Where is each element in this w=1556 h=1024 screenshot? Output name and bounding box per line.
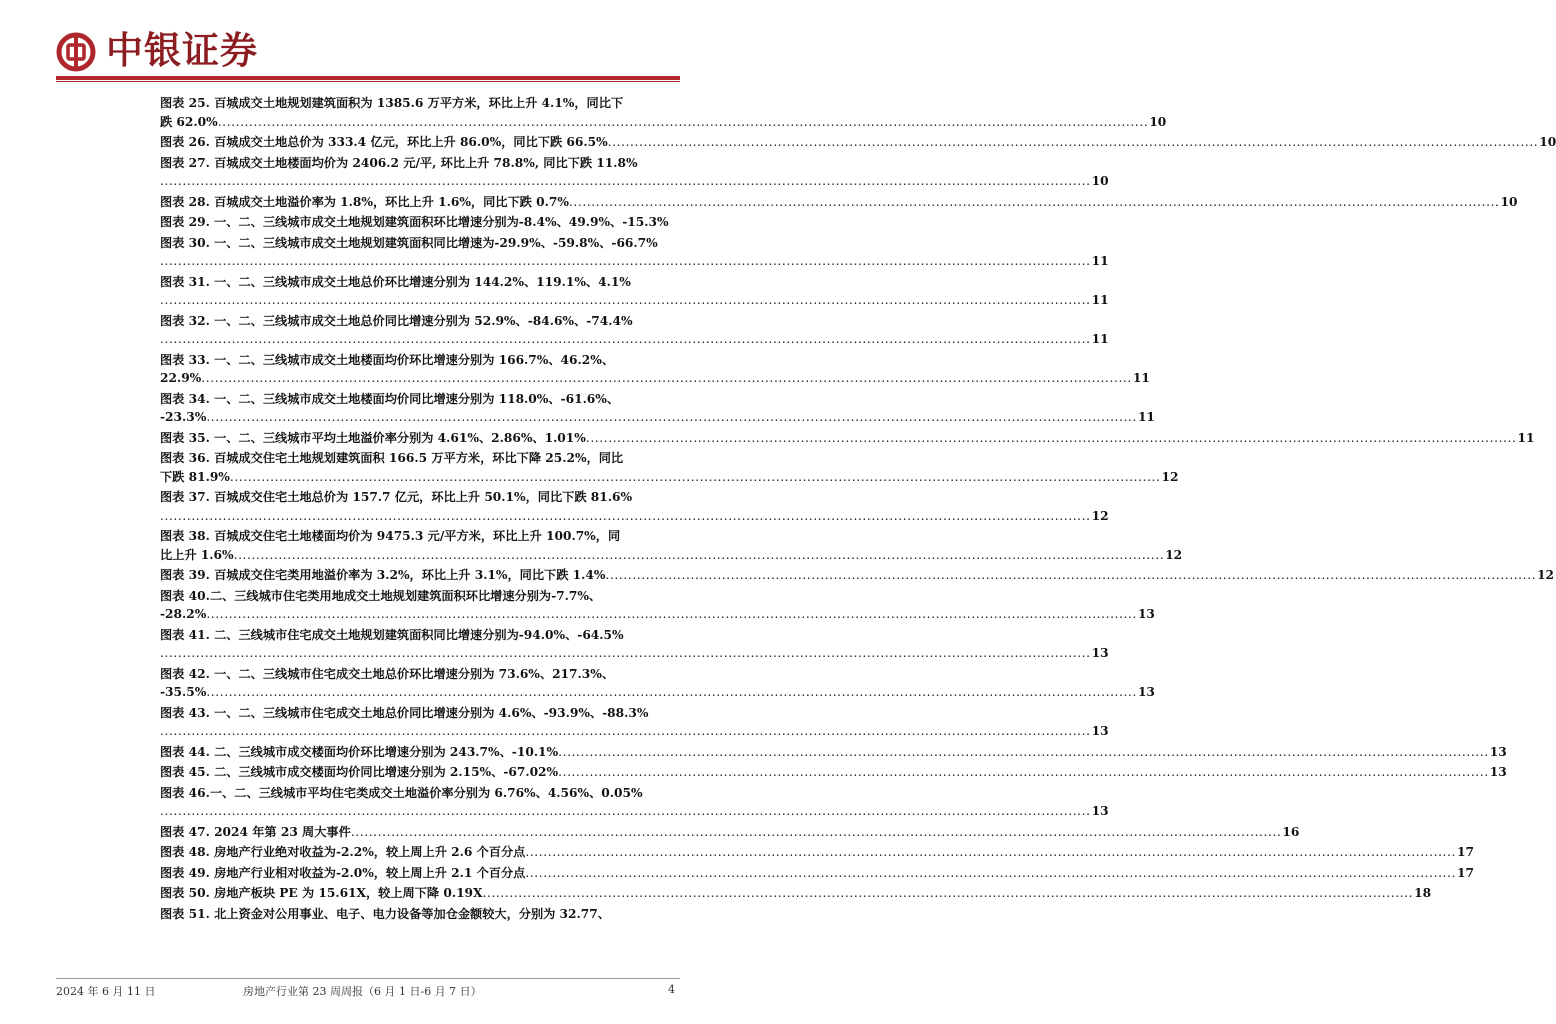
toc-entry-text: 图表 51. 北上资金对公用事业、电子、电力设备等加仓金额较大，分别为 32.77、 — [160, 906, 610, 921]
toc-entry[interactable] — [160, 823, 1300, 842]
toc-leader-dots: ................................................................................................................................................................................................................ — [525, 845, 1456, 859]
toc-entry-text: 图表 43. 一、二、三线城市住宅成交土地总价同比增速分别为 4.6%、-93.9%、-88.3% — [160, 705, 649, 720]
toc-entry-text: 图表 50. 房地产板块 PE 为 15.61X，较上周下降 0.19X — [160, 886, 483, 900]
toc-leader-dots: ................................................................................................................................................................................................................ — [206, 410, 1137, 424]
toc-page-number: 13 — [1489, 765, 1507, 779]
toc-entry[interactable] — [160, 864, 1474, 883]
toc-entry-text: 图表 44. 二、三线城市成交楼面均价环比增速分别为 243.7%、-10.1% — [160, 744, 559, 759]
toc-page-number: 11 — [1091, 254, 1109, 268]
toc-entry-text: 图表 46.一、二、三线城市平均住宅类成交土地溢价率分别为 6.76%、4.56%、0.05% — [160, 785, 643, 800]
toc-entry-text: 图表 27. 百城成交土地楼面均价为 2406.2 元/平, 环比上升 78.8%, 同比下跌 11.8% — [160, 155, 638, 170]
toc-entry-text: 图表 26. 百城成交土地总价为 333.4 亿元，环比上升 86.0%，同比下跌 66.5% — [160, 135, 608, 149]
toc-entry[interactable] — [160, 704, 1109, 741]
toc-entry[interactable] — [160, 213, 680, 232]
toc-entry[interactable] — [160, 94, 1167, 131]
toc-entry[interactable] — [160, 527, 1183, 564]
toc-entry-text: 跌 62.0% — [160, 114, 218, 129]
toc-entry[interactable] — [160, 884, 1432, 903]
toc-leader-dots: ................................................................................................................................................................................................................ — [607, 135, 1539, 149]
brand-name: 中银证券 — [106, 29, 258, 72]
toc-entry[interactable] — [160, 665, 1155, 702]
toc-leader-dots: ................................................................................................................................................................................................................ — [160, 724, 1091, 738]
toc-entry-text: 图表 32. 一、二、三线城市成交土地总价同比增速分别为 52.9%、-84.6%、-74.4% — [160, 313, 633, 328]
toc-leader-dots: ................................................................................................................................................................................................................ — [217, 114, 1149, 129]
toc-entry-text: 图表 35. 一、二、三线城市平均土地溢价率分别为 4.61%、2.86%、1.01% — [160, 430, 586, 445]
toc-page-number: 16 — [1282, 824, 1300, 839]
toc-leader-dots: ................................................................................................................................................................................................................ — [558, 765, 1489, 779]
toc-entry[interactable] — [160, 133, 1556, 152]
toc-page-number: 18 — [1414, 886, 1432, 900]
toc-leader-dots: ................................................................................................................................................................................................................ — [206, 685, 1137, 699]
toc-leader-dots: ................................................................................................................................................................................................................ — [160, 254, 1091, 268]
toc-page-number: 10 — [1149, 114, 1167, 129]
toc-page-number: 13 — [1489, 744, 1507, 759]
toc-entry-text: -28.2% — [160, 607, 207, 621]
toc-entry[interactable] — [160, 566, 1555, 585]
toc-leader-dots: ................................................................................................................................................................................................................ — [206, 607, 1137, 621]
toc-page-number: 11 — [1091, 332, 1109, 346]
toc-page-number: 13 — [1137, 607, 1155, 621]
toc-page-number: 11 — [1091, 293, 1109, 307]
toc-entry[interactable] — [160, 429, 1535, 448]
toc-page-number: 11 — [1517, 430, 1535, 445]
toc-entry[interactable] — [160, 587, 1155, 624]
toc-entry[interactable] — [160, 449, 1179, 486]
toc-entry-text: 图表 47. 2024 年第 23 周大事件 — [160, 824, 351, 839]
toc-page-number: 11 — [1137, 410, 1155, 424]
toc-leader-dots: ................................................................................................................................................................................................................ — [229, 469, 1161, 484]
toc-entry-text: 图表 31. 一、二、三线城市成交土地总价环比增速分别为 144.2%、119.1%、4.1% — [160, 274, 631, 289]
toc-leader-dots: ................................................................................................................................................................................................................ — [350, 824, 1282, 839]
toc-entry-text: 图表 37. 百城成交住宅土地总价为 157.7 亿元，环比上升 50.1%，同比下跌 81.6% — [160, 490, 633, 504]
toc-entry[interactable] — [160, 154, 1109, 191]
toc-leader-dots: ................................................................................................................................................................................................................ — [160, 293, 1091, 307]
toc-page-number: 17 — [1456, 845, 1474, 859]
toc-leader-dots: ................................................................................................................................................................................................................ — [482, 886, 1414, 900]
toc-page-number: 11 — [1132, 371, 1150, 385]
toc-entry[interactable] — [160, 784, 1109, 821]
toc-leader-dots: ................................................................................................................................................................................................................ — [160, 332, 1091, 346]
footer-divider — [56, 978, 680, 979]
toc-entry[interactable] — [160, 763, 1507, 782]
toc-entry[interactable] — [160, 312, 1109, 349]
toc-entry[interactable] — [160, 273, 1109, 310]
toc-leader-dots: ................................................................................................................................................................................................................ — [525, 865, 1456, 880]
figure-list — [160, 94, 1556, 925]
toc-entry-text: 图表 29. 一、二、三线城市成交土地规划建筑面积环比增速分别为-8.4%、49.9%、-15.3% — [160, 215, 669, 229]
toc-entry-text: 22.9% — [160, 371, 202, 385]
toc-entry[interactable] — [160, 351, 1150, 388]
toc-entry-text: 图表 34. 一、二、三线城市成交土地楼面均价同比增速分别为 118.0%、-61.6%、 — [160, 391, 620, 406]
toc-entry[interactable] — [160, 234, 1109, 271]
toc-entry-text: 比上升 1.6% — [160, 547, 234, 562]
header-divider-thin — [56, 81, 680, 82]
toc-page-number: 10 — [1091, 174, 1109, 188]
toc-entry[interactable] — [160, 843, 1474, 862]
toc-entry[interactable] — [160, 390, 1155, 427]
footer-date: 2024 年 6 月 11 日 — [56, 985, 156, 998]
bank-of-china-logo-icon — [56, 32, 96, 72]
toc-page-number: 12 — [1165, 547, 1183, 562]
toc-page-number: 13 — [1091, 646, 1109, 660]
footer-page-number: 4 — [668, 983, 675, 996]
toc-entry-text: 图表 42. 一、二、三线城市住宅成交土地总价环比增速分别为 73.6%、217.3%、 — [160, 666, 615, 681]
toc-leader-dots: ................................................................................................................................................................................................................ — [233, 547, 1165, 562]
toc-entry-text: 下跌 81.9% — [160, 469, 230, 484]
toc-leader-dots: ................................................................................................................................................................................................................ — [160, 804, 1091, 818]
toc-page-number: 13 — [1091, 804, 1109, 818]
toc-entry-text: 图表 33. 一、二、三线城市成交土地楼面均价环比增速分别为 166.7%、46.2%、 — [160, 352, 615, 367]
toc-leader-dots: ................................................................................................................................................................................................................ — [160, 508, 1091, 523]
toc-leader-dots: ................................................................................................................................................................................................................ — [605, 568, 1537, 582]
toc-leader-dots: ................................................................................................................................................................................................................ — [558, 744, 1489, 759]
toc-entry-text: 图表 40.二、三线城市住宅类用地成交土地规划建筑面积环比增速分别为-7.7%、 — [160, 588, 602, 603]
page-header — [0, 0, 724, 84]
toc-entry-text: 图表 41. 二、三线城市住宅成交土地规划建筑面积同比增速分别为-94.0%、-64.5% — [160, 627, 624, 642]
toc-entry[interactable] — [160, 743, 1507, 762]
toc-leader-dots: ................................................................................................................................................................................................................ — [160, 646, 1091, 660]
toc-entry-text: 图表 49. 房地产行业相对收益为-2.0%，较上周上升 2.1 个百分点 — [160, 865, 526, 880]
toc-entry[interactable] — [160, 193, 1518, 212]
toc-entry-text: -23.3% — [160, 410, 207, 424]
toc-entry-text: 图表 38. 百城成交住宅土地楼面均价为 9475.3 元/平方米，环比上升 100.7%，同 — [160, 529, 621, 543]
toc-leader-dots: ................................................................................................................................................................................................................ — [201, 371, 1132, 385]
toc-page-number: 10 — [1500, 194, 1518, 209]
toc-entry-text: 图表 48. 房地产行业绝对收益为-2.2%，较上周上升 2.6 个百分点 — [160, 845, 526, 859]
toc-entry-text: 图表 30. 一、二、三线城市成交土地规划建筑面积同比增速为-29.9%、-59.8%、-66.7% — [160, 235, 658, 250]
toc-page-number: 12 — [1537, 568, 1555, 582]
toc-leader-dots: ................................................................................................................................................................................................................ — [585, 430, 1517, 445]
toc-entry-text: 图表 36. 百城成交住宅土地规划建筑面积 166.5 万平方米，环比下降 25.2%，同比 — [160, 451, 624, 465]
toc-entry-text: 图表 45. 二、三线城市成交楼面均价同比增速分别为 2.15%、-67.02% — [160, 765, 559, 779]
toc-leader-dots: ................................................................................................................................................................................................................ — [568, 194, 1500, 209]
toc-leader-dots: ................................................................................................................................................................................................................ — [160, 174, 1091, 188]
toc-page-number: 13 — [1137, 685, 1155, 699]
toc-entry-text: -35.5% — [160, 685, 207, 699]
toc-entry[interactable] — [160, 905, 680, 924]
toc-page-number: 10 — [1539, 135, 1556, 149]
toc-page-number: 12 — [1091, 508, 1109, 523]
header-divider — [56, 76, 680, 80]
toc-entry-text: 图表 25. 百城成交土地规划建筑面积为 1385.6 万平方米，环比上升 4.1%，同比下 — [160, 96, 624, 110]
toc-entry[interactable] — [160, 626, 1109, 663]
footer-report-title: 房地产行业第 23 周周报（6 月 1 日-6 月 7 日） — [243, 985, 482, 998]
toc-page-number: 12 — [1161, 469, 1179, 484]
toc-page-number: 13 — [1091, 724, 1109, 738]
toc-entry-text: 图表 39. 百城成交住宅类用地溢价率为 3.2%，环比上升 3.1%，同比下跌 1.4% — [160, 568, 606, 582]
toc-entry-text: 图表 28. 百城成交土地溢价率为 1.8%，环比上升 1.6%，同比下跌 0.7% — [160, 194, 569, 209]
toc-entry[interactable] — [160, 488, 1109, 525]
toc-page-number: 17 — [1456, 865, 1474, 880]
